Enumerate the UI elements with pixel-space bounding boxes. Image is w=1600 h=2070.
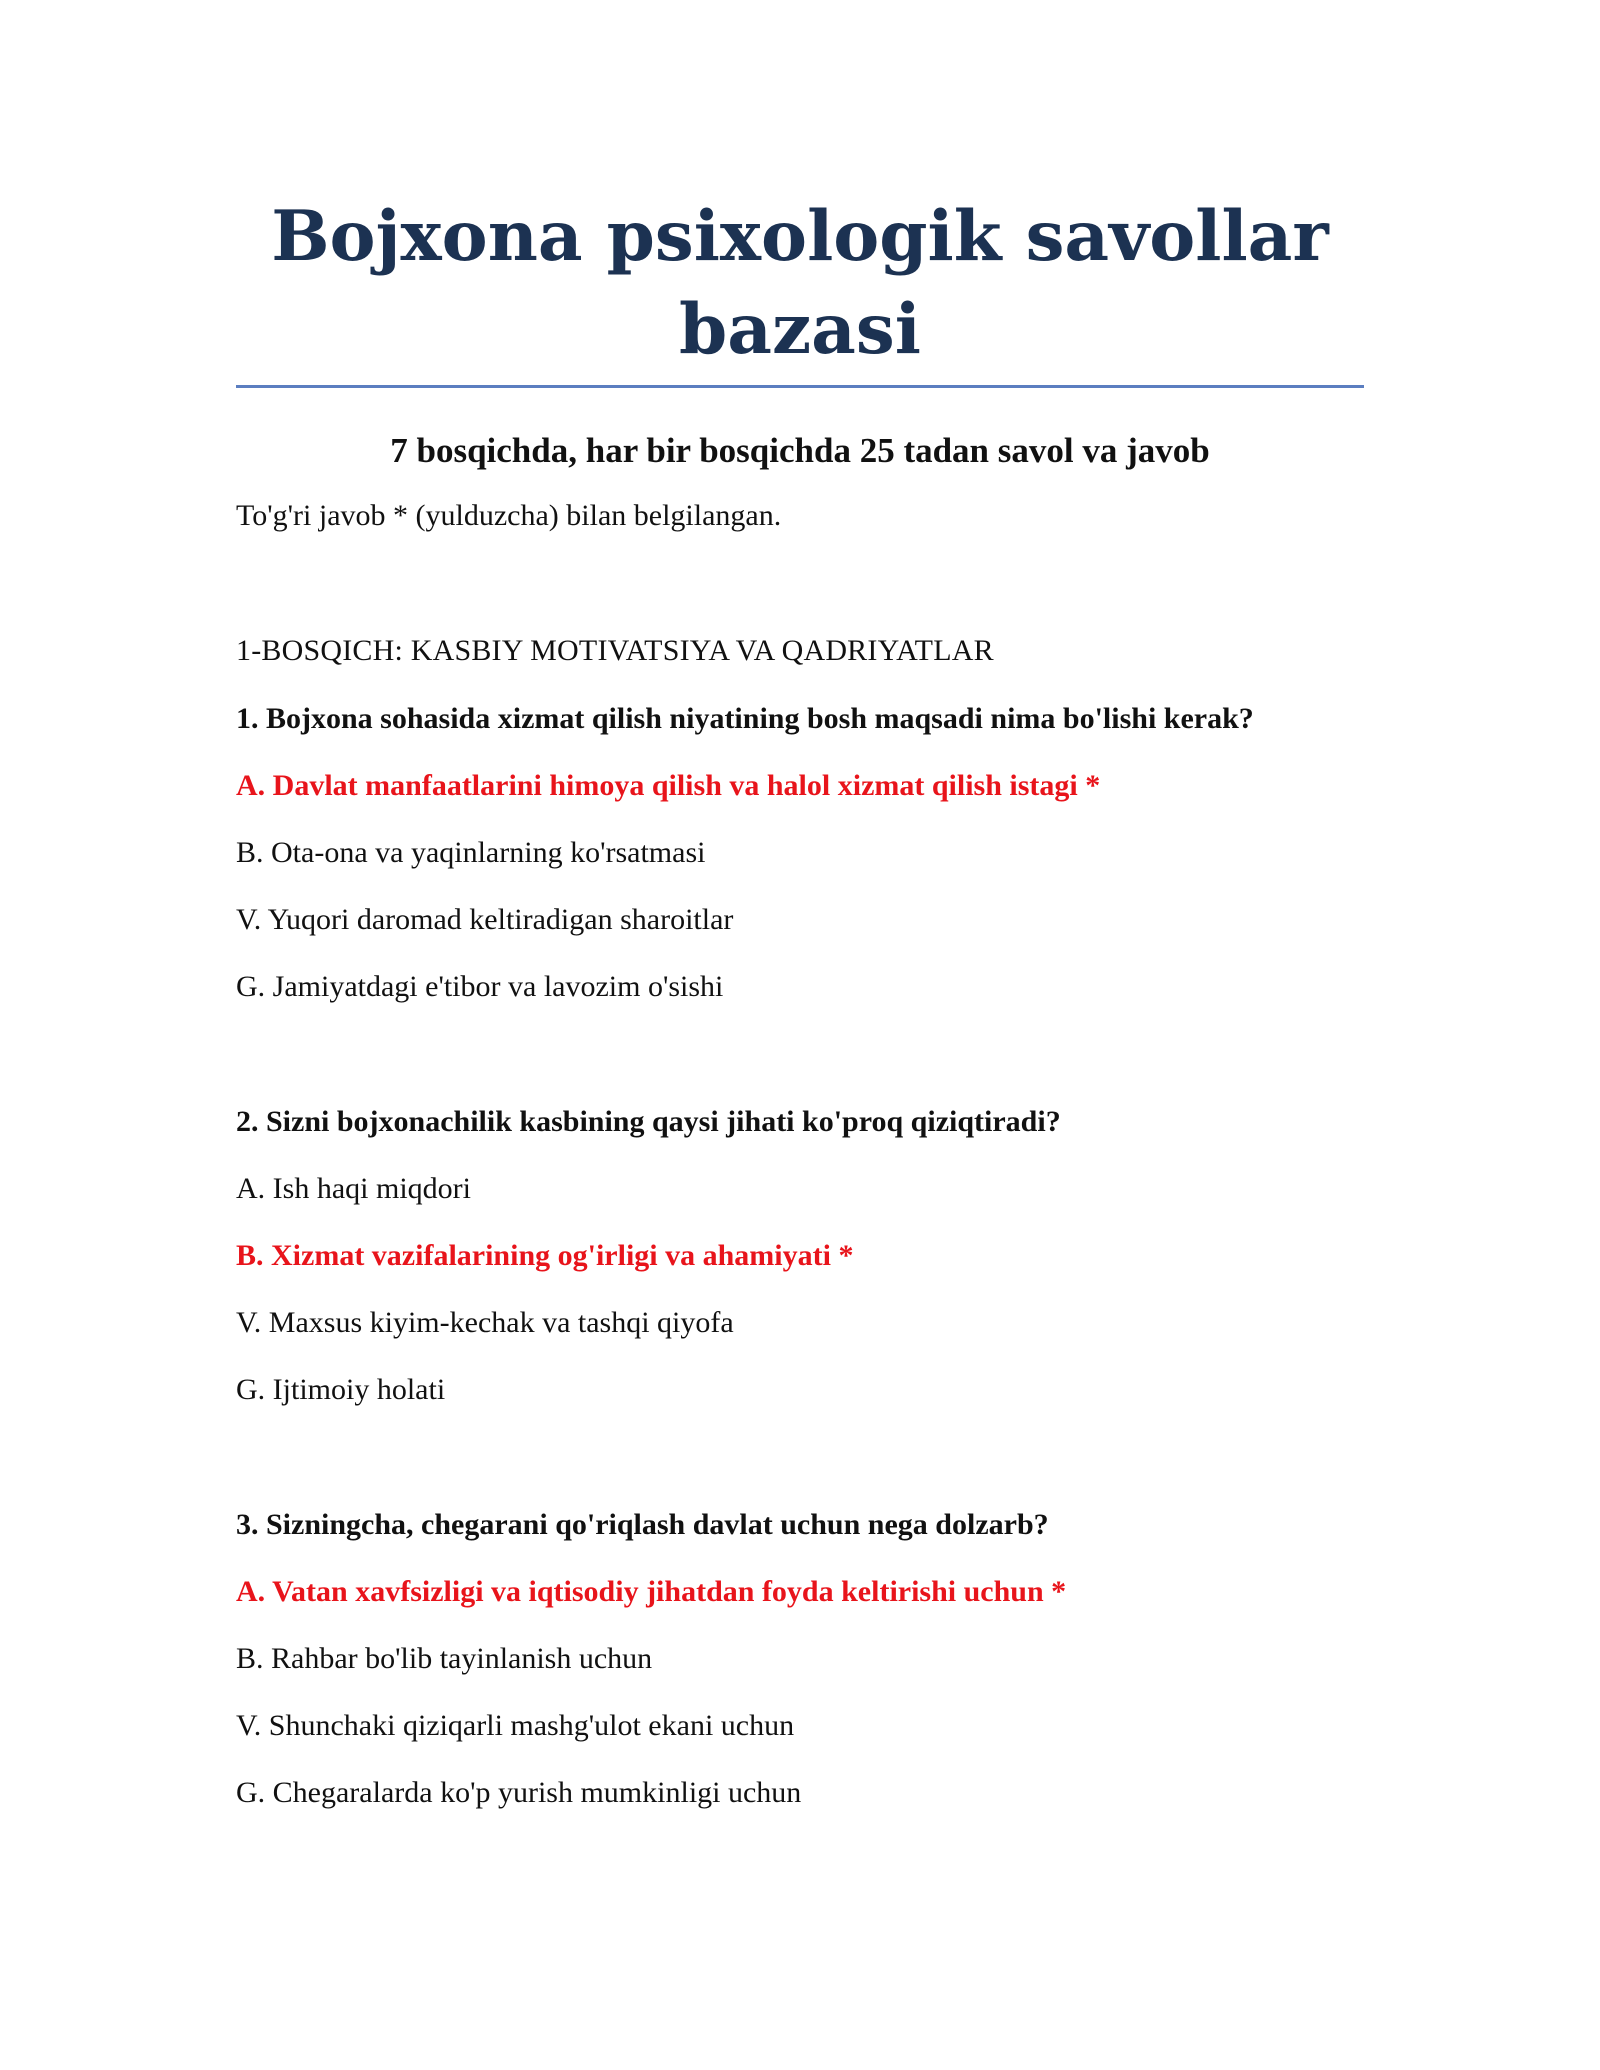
question-block-3	[236, 1505, 1364, 1813]
stage-heading: 1-BOSQICH: KASBIY MOTIVATSIYA VA QADRIYATLAR	[236, 634, 994, 667]
answer-key-note: To'g'ri javob * (yulduzcha) bilan belgilangan.	[236, 499, 782, 532]
answer-option: B. Ota-ona va yaqinlarning ko'rsatmasi	[236, 836, 706, 869]
answer-option: V. Yuqori daromad keltiradigan sharoitlar	[236, 903, 734, 936]
answer-option: B. Rahbar bo'lib tayinlanish uchun	[236, 1642, 653, 1675]
answer-option-correct: A. Vatan xavfsizligi va iqtisodiy jihatdan foyda keltirishi uchun *	[236, 1575, 1067, 1608]
answer-option: G. Jamiyatdagi e'tibor va lavozim o'sishi	[236, 970, 724, 1003]
answer-option-correct: A. Davlat manfaatlarini himoya qilish va halol xizmat qilish istagi *	[236, 769, 1101, 802]
answer-option: G. Chegaralarda ko'p yurish mumkinligi uchun	[236, 1776, 802, 1809]
question-text: 3. Sizningcha, chegarani qo'riqlash davlat uchun nega dolzarb?	[236, 1508, 1049, 1541]
document-title: Bojxona psixologik savollar bazasi	[271, 196, 1329, 370]
document-subtitle: 7 bosqichda, har bir bosqichda 25 tadan savol va javob	[390, 431, 1210, 470]
question-text: 2. Sizni bojxonachilik kasbining qaysi jihati ko'proq qiziqtiradi?	[236, 1105, 1061, 1138]
question-block-1	[236, 699, 1364, 1007]
answer-option: V. Shunchaki qiziqarli mashg'ulot ekani uchun	[236, 1709, 795, 1742]
answer-option-correct: B. Xizmat vazifalarining og'irligi va ahamiyati *	[236, 1239, 854, 1272]
question-block-2	[236, 1102, 1364, 1410]
answer-option: A. Ish haqi miqdori	[236, 1172, 471, 1205]
answer-option: G. Ijtimoiy holati	[236, 1373, 446, 1406]
question-text: 1. Bojxona sohasida xizmat qilish niyatining bosh maqsadi nima bo'lishi kerak?	[236, 702, 1254, 735]
title-divider	[236, 385, 1364, 388]
document-page	[236, 190, 1364, 1813]
answer-option: V. Maxsus kiyim-kechak va tashqi qiyofa	[236, 1306, 734, 1339]
